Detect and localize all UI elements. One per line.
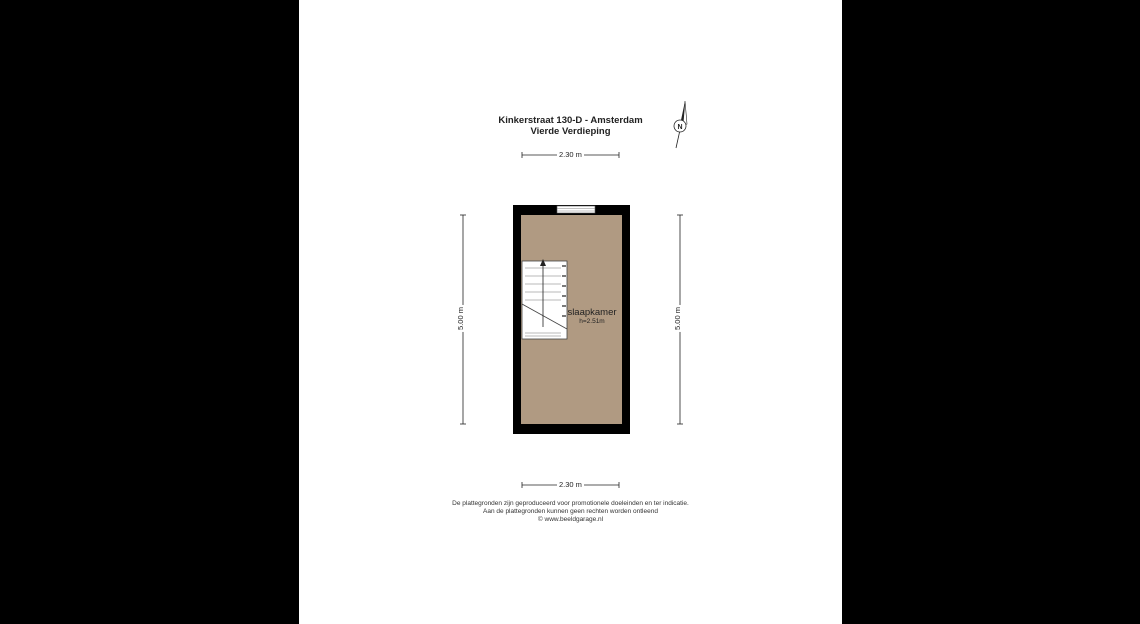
top-width-label: 2.30 m (559, 150, 582, 159)
floor-name: Vierde Verdieping (530, 126, 611, 137)
plan-title: Kinkerstraat 130-D - Amsterdam (498, 115, 643, 126)
staircase (522, 259, 567, 339)
disclaimer (299, 500, 842, 524)
disclaimer-line-2: Aan de plattegronden kunnen geen rechten worden ontleend (483, 508, 658, 515)
room-name: slaapkamer (567, 307, 617, 318)
disclaimer-line-1: De plattegronden zijn geproduceerd voor promotionele doeleinden en ter indicatie. (452, 500, 689, 507)
compass-letter: N (677, 124, 683, 131)
right-height-label: 5.00 m (672, 307, 682, 330)
north-arrow-icon (674, 101, 687, 148)
room-height: h=2.51m (579, 318, 605, 325)
left-height-label: 5.00 m (455, 307, 465, 330)
bottom-width-label: 2.30 m (559, 480, 582, 489)
copyright: © www.beeldgarage.nl (537, 516, 604, 523)
floorplan-page (299, 0, 842, 624)
window (557, 206, 595, 213)
